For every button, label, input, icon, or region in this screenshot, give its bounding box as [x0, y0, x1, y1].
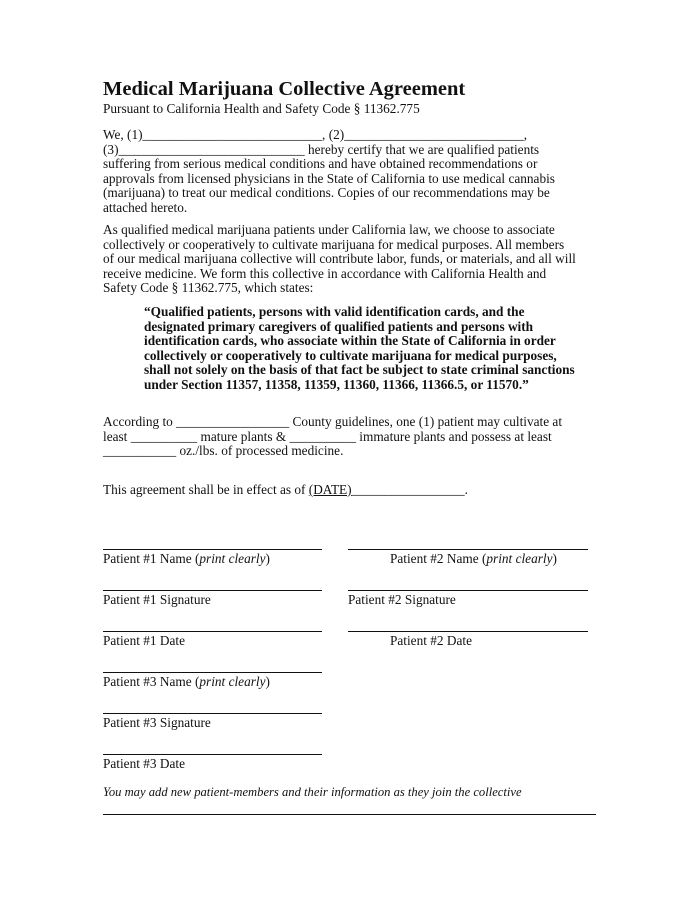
quote-line: collectively or cooperatively to cultivate marijuana for medical purposes,: [144, 347, 557, 363]
quote-line: designated primary caregivers of qualified patients and persons with: [144, 318, 534, 334]
paragraph-line: ___________ oz./lbs. of processed medicine.: [103, 443, 344, 459]
paragraph-line: (3)____________________________ hereby certify that we are qualified patients: [103, 141, 540, 157]
document-title: Medical Marijuana Collective Agreement: [103, 78, 466, 100]
patient2-date-label: Patient #2 Date: [390, 633, 472, 648]
paragraph-line: approvals from licensed physicians in the State of California to use medical cannabis: [103, 170, 555, 186]
paragraph-line: of our medical marijuana collective will contribute labor, funds, or materials, and all will: [103, 251, 576, 267]
footer-rule: [103, 814, 596, 815]
patient2-name-line[interactable]: [348, 549, 588, 550]
document-subtitle: Pursuant to California Health and Safety Code § 11362.775: [103, 101, 420, 116]
patient3-name-label: Patient #3 Name (print clearly): [103, 674, 270, 689]
collective-paragraph: [103, 223, 599, 296]
patient3-date-line[interactable]: [103, 754, 322, 755]
quote-line: “Qualified patients, persons with valid identification cards, and the: [144, 304, 525, 319]
effective-date-line: [103, 483, 599, 498]
quote-line: under Section 11357, 11358, 11359, 11360, 11366, 11366.5, or 11570.”: [144, 376, 529, 392]
footer-note: You may add new patient-members and their information as they join the collective: [103, 785, 522, 799]
patient1-date-label: Patient #1 Date: [103, 633, 185, 648]
effective-date-blank[interactable]: _________________.: [351, 482, 468, 497]
paragraph-line: least __________ mature plants & __________ immature plants and possess at least: [103, 428, 552, 444]
quote-line: shall not solely on the basis of that fact be subject to state criminal sanctions: [144, 362, 575, 378]
patient3-signature-line[interactable]: [103, 713, 322, 714]
guidelines-paragraph: [103, 415, 599, 459]
effective-date-label: (DATE): [308, 482, 352, 497]
certification-paragraph: [103, 128, 599, 216]
statute-quote: [144, 305, 604, 393]
paragraph-line: collectively or cooperatively to cultivate marijuana for medical purposes. All members: [103, 236, 565, 252]
patient3-name-line[interactable]: [103, 672, 322, 673]
patient1-name-line[interactable]: [103, 549, 322, 550]
paragraph-line: According to _________________ County guidelines, one (1) patient may cultivate at: [103, 414, 563, 429]
paragraph-line: We, (1)___________________________, (2)___________________________,: [103, 127, 528, 142]
paragraph-line: suffering from serious medical conditions and have obtained recommendations or: [103, 156, 538, 172]
patient2-name-label: Patient #2 Name (print clearly): [390, 551, 557, 566]
patient2-date-line[interactable]: [348, 631, 588, 632]
paragraph-line: receive medicine. We form this collective in accordance with California Health and: [103, 265, 547, 281]
patient3-date-label: Patient #3 Date: [103, 756, 185, 771]
patient1-date-line[interactable]: [103, 631, 322, 632]
effective-prefix: This agreement shall be in effect as of: [103, 482, 309, 497]
patient1-name-label: Patient #1 Name (print clearly): [103, 551, 270, 566]
paragraph-line: As qualified medical marijuana patients under California law, we choose to associate: [103, 222, 555, 237]
paragraph-line: attached hereto.: [103, 199, 188, 215]
patient2-signature-label: Patient #2 Signature: [348, 592, 456, 607]
patient1-signature-line[interactable]: [103, 590, 322, 591]
paragraph-line: Safety Code § 11362.775, which states:: [103, 280, 314, 296]
patient1-signature-label: Patient #1 Signature: [103, 592, 211, 607]
paragraph-line: (marijuana) to treat our medical conditions. Copies of our recommendations may be: [103, 185, 550, 201]
quote-line: identification cards, who associate within the State of California in order: [144, 333, 556, 349]
patient2-signature-line[interactable]: [348, 590, 588, 591]
patient3-signature-label: Patient #3 Signature: [103, 715, 211, 730]
